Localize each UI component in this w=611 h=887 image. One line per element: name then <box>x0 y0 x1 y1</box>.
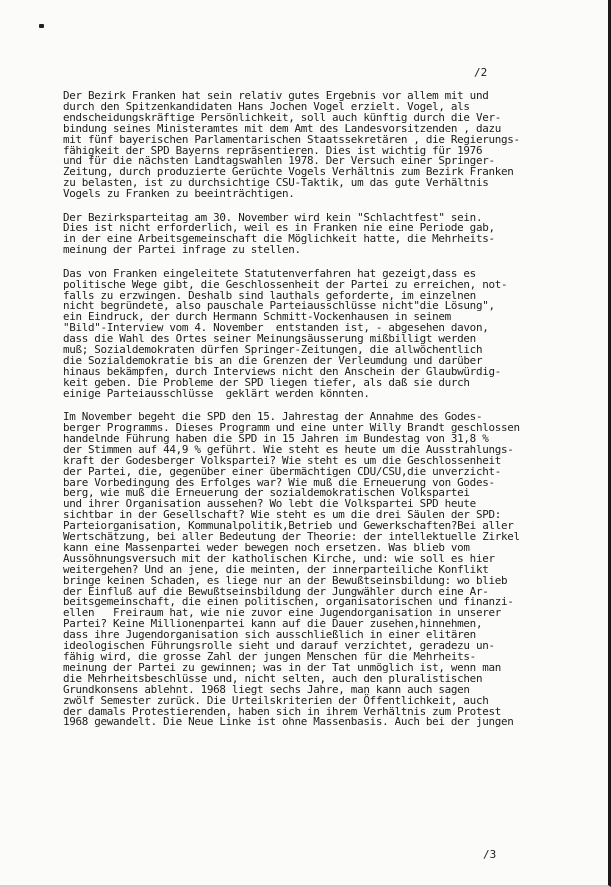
text-line: Partei? Keine Millionenpartei kann auf die Dauer zusehen,hinnehmen, <box>63 617 483 631</box>
paragraph <box>63 91 595 200</box>
text-line: fähig wird, die grosse Zahl der jungen Menschen für die Mehrheits- <box>63 650 476 663</box>
text-line: meinung der Partei zu gewinnen; was in der Tat unmöglich ist, wenn man <box>63 660 501 674</box>
text-line: Parteiorganisation, Kommunalpolitik,Betrieb und Gewerkschaften?Bei aller <box>63 519 514 533</box>
page-number-top: /2 <box>474 66 488 79</box>
page-number-bottom: /3 <box>483 848 497 861</box>
text-line: Der Bezirk Franken hat sein relativ gutes Ergebnis vor allem mit und <box>63 89 489 102</box>
text-line: berg, wie muß die Erneuerung der sozialdemokratischen Volkspartei <box>63 486 470 500</box>
text-line: weitergehen? Und an jene, die meinten, der innerparteiliche Konflikt <box>63 562 489 576</box>
text-line: sichtbar in der Gesellschaft? Wie steht es um die drei Säulen der SPD: <box>63 508 501 522</box>
text-line: der Einfluß auf die Bewußtseinsbildung der Jungwähler durch eine Ar- <box>63 584 489 598</box>
text-line: die Mehrheitsbeschlüsse und, nicht selten, auch den pluralistischen <box>63 671 483 685</box>
text-line: fähigkeit der SPD Bayerns repräsentieren. Dies ist wichtig für 1976 <box>63 143 483 157</box>
body-text <box>63 91 595 741</box>
text-line: Zeitung, durch produzierte Gerüchte Vogels Verhältnis zum Bezirk Franken <box>63 165 514 179</box>
text-line: handelnde Führung haben die SPD in 15 Jahren im Bundestag von 31,8 % <box>63 431 489 445</box>
text-line: endscheidungskräftige Persönlichkeit, soll auch künftig durch die Ver- <box>63 110 501 124</box>
text-line: "Bild"-Interview vom 4. November entstanden ist, - abgesehen davon, <box>63 321 489 335</box>
text-line: der Partei, die, gegenüber einer übermächtigen CDU/CSU,die unverzicht- <box>63 464 501 478</box>
text-line: die Sozialdemokratie bis an die Grenzen der Verleumdung und darüber <box>63 353 483 367</box>
text-line: hinaus bekämpfen, durch Interviews nicht den Anschein der Glaubwürdig- <box>63 364 501 378</box>
text-line: in der eine Arbeitsgemeinschaft die Möglichkeit hatte, die Mehrheits- <box>63 232 495 246</box>
text-line: Das von Franken eingeleitete Statutenverfahren hat gezeigt,dass es <box>63 266 476 280</box>
text-line: dass die Wahl des Ortes seiner Meinungsäusserung mißbilligt werden <box>63 332 476 346</box>
text-line: meinung der Partei infrage zu stellen. <box>63 243 301 257</box>
text-line: Grundkonsens ablehnt. 1968 liegt sechs Jahre, man kann auch sagen <box>63 682 470 696</box>
text-line: ein Eindruck, der durch Hermann Schmitt-Vockenhausen in seinem <box>63 310 451 324</box>
paragraph <box>63 266 595 400</box>
text-line: muß; Sozialdemokraten dürfen Springer-Zeitungen, die allwöchentlich <box>63 343 483 357</box>
text-line: kraft der Godesberger Volkspartei? Wie steht es um die Geschlossenheit <box>63 453 501 467</box>
paragraph <box>63 210 595 257</box>
text-line: kann eine Massenpartei weder bewegen noch ersetzen. Was blieb vom <box>63 540 470 554</box>
text-line: Wertschätzung, bei aller Bedeutung der Theorie: der intellektuelle Zirkel <box>63 530 520 544</box>
text-line: ideologischen Führungsrolle sieht und darauf verzichtet, geradezu un- <box>63 639 495 653</box>
text-line: falls zu erzwingen. Deshalb sind lauthals geforderte, im einzelnen <box>63 288 476 302</box>
text-line: bare Vorbedingung des Erfolges war? Wie muß die Erneuerung von Godes- <box>63 475 495 489</box>
text-line: Im November begeht die SPD den 15. Jahrestag der Annahme des Godes- <box>63 410 483 424</box>
text-line: berger Programms. Dieses Programm und eine unter Willy Brandt geschlossen <box>63 420 520 434</box>
text-line: ellen Freiraum hat, wie nie zuvor eine Jugendorganisation in unserer <box>63 606 501 620</box>
text-line: dass ihre Jugendorganisation sich ausschließlich in einer elitären <box>63 628 476 642</box>
paragraph <box>63 412 595 728</box>
text-line: der damals Protestierenden, haben sich in ihrem Verhältnis zum Protest <box>63 704 501 718</box>
text-line: nicht begründete, also pauschale Parteiausschlüsse nicht"die Lösung", <box>63 299 495 313</box>
text-line: einige Parteiausschlüsse geklärt werden könnten. <box>63 386 370 400</box>
text-line: politische Wege gibt, die Geschlossenheit der Partei zu erreichen, not- <box>63 277 508 291</box>
text-line: beitsgemeinschaft, die einen politischen, organisatorischen und finanzi- <box>63 595 514 609</box>
text-line: und ihrer Organisation aussehen? Wo lebt die Volkspartei SPD heute <box>63 497 476 511</box>
text-line: keit geben. Die Probleme der SPD liegen tiefer, als daß sie durch <box>63 375 470 389</box>
text-line: Der Bezirksparteitag am 30. November wird kein "Schlachtfest" sein. <box>63 210 483 224</box>
text-line: durch den Spitzenkandidaten Hans Jochen Vogel erzielt. Vogel, als <box>63 99 470 113</box>
text-line: und für die nächsten Landtagswahlen 1978. Der Versuch einer Springer- <box>63 154 495 168</box>
text-line: zwölf Semester zurück. Die Urteilskriterien der Öffentlichkeit, auch <box>63 693 489 707</box>
text-line: der Stimmen auf 44,9 % geführt. Wie steht es heute um die Ausstrahlungs- <box>63 442 514 456</box>
text-line: zu belasten, ist zu durchsichtige CSU-Taktik, um das gute Verhältnis <box>63 176 489 190</box>
text-line: Dies ist nicht erforderlich, weil es in Franken nie eine Periode gab, <box>63 221 495 235</box>
text-line: bindung seines Ministeramtes mit dem Amt des Landesvorsitzenden , dazu <box>63 121 501 135</box>
text-line: mit fünf bayerischen Parlamentarischen Staatssekretären , die Regierungs- <box>63 132 520 146</box>
text-line: 1968 gewandelt. Die Neue Linke ist ohne Massenbasis. Auch bei der jungen <box>63 715 514 729</box>
text-line: bringe keinen Schaden, es liege nur an der Bewußtseinsbildung: wo blieb <box>63 573 508 587</box>
scan-speck <box>39 24 44 28</box>
text-line: Aussöhnungsversuch mit der katholischen Kirche, und: wie soll es hier <box>63 551 495 565</box>
text-line: Vogels zu Franken zu beeinträchtigen. <box>63 187 295 201</box>
